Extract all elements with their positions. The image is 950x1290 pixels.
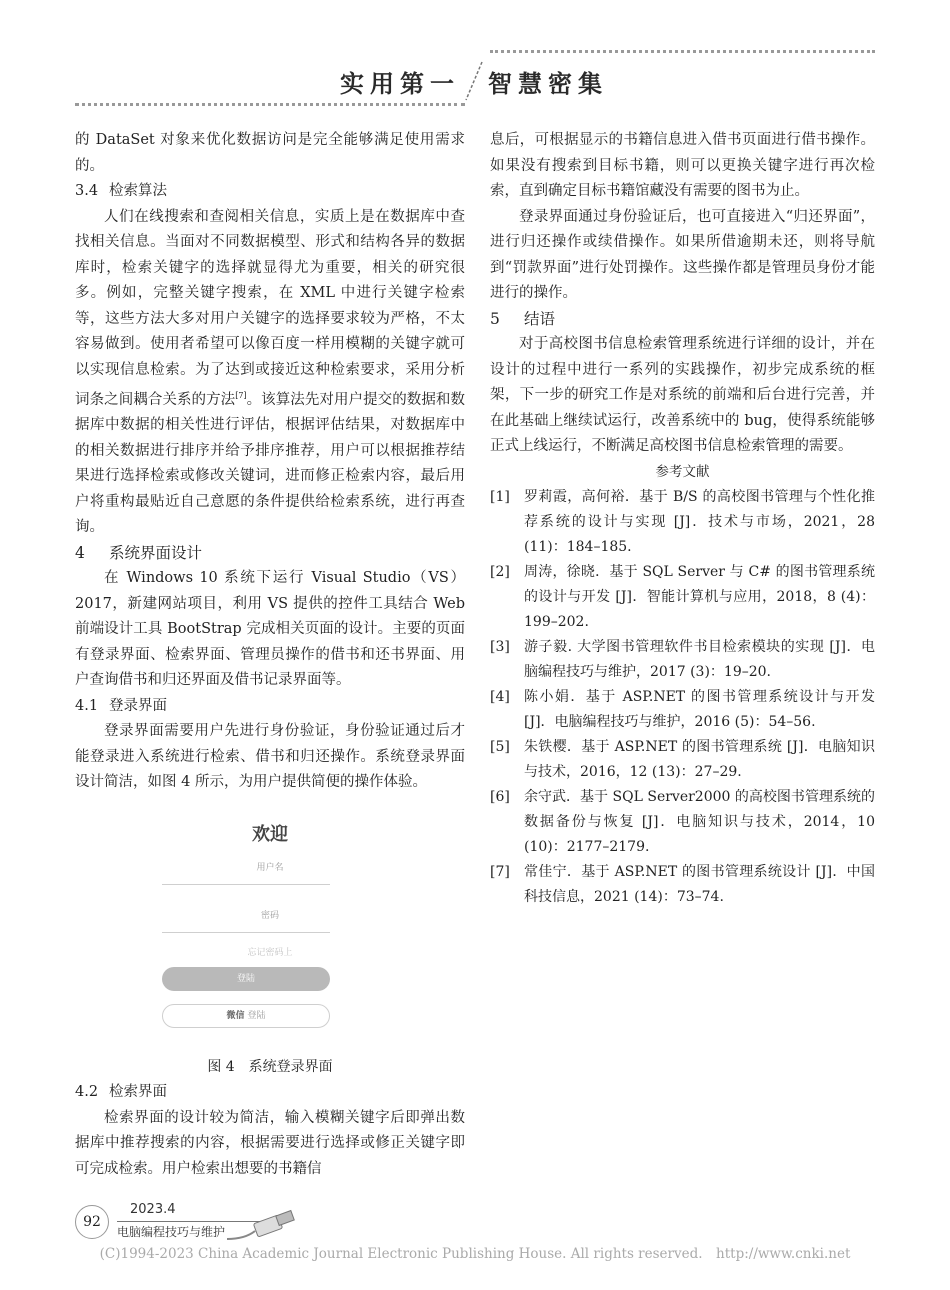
page-number: 92 — [75, 1205, 109, 1239]
figure-remember-label: 忘记密码上 — [247, 947, 293, 958]
journal-name: 电脑编程技巧与维护 — [117, 1221, 277, 1240]
header-left-text: 实用第一 — [340, 70, 460, 98]
right-column — [490, 128, 875, 910]
figure-caption: 图 4 系统登录界面 — [207, 1058, 333, 1075]
reference-item — [490, 685, 875, 735]
references-title: 参考文献 — [655, 463, 710, 480]
section-number: 3.4 — [75, 183, 99, 199]
reference-item — [490, 485, 875, 560]
section-3-4-heading — [75, 179, 465, 205]
section-4-2-paragraph: 检索界面的设计较为简洁，输入模糊关键字后即弹出数据库中推荐搜索的内容，根据需要进行选择或修正关键字即可完成检索。用户检索出想要的书籍信 — [75, 1109, 465, 1177]
section-4-paragraph: 在 Windows 10 系统下运行 Visual Studio（VS）2017，新建网站项目，利用 VS 提供的控件工具结合 Web 前端设计工具 BootStrap 完成相关页面的设计。主要的页面有登录界面、检索界面、管理员操作的借书和还书界面、用户查询借书和归还界面及借书记录界面等。 — [75, 570, 465, 689]
figure-login-button: 登陆 — [162, 967, 330, 991]
reference-item — [490, 785, 875, 860]
wechat-login-label: 登陆 — [247, 1010, 266, 1021]
running-header — [0, 60, 950, 100]
section-number: 4.2 — [75, 1084, 99, 1101]
reference-item — [490, 560, 875, 635]
reference-text: 罗莉霞，高何裕．基于 B/S 的高校图书管理与个性化推荐系统的设计与实现 [J]．技术与市场，2021，28 (11)：184–185. — [524, 489, 875, 555]
reference-text: 周涛，徐晓．基于 SQL Server 与 C# 的图书管理系统的设计与开发 [J]．智能计算机与应用，2018，8 (4)：199–202. — [524, 564, 875, 630]
reference-text: 游子毅. 大学图书管理软件书目检索模块的实现 [J]．电脑编程技巧与维护，2017 (3)：19–20. — [524, 639, 875, 680]
reference-number: [7] — [490, 864, 510, 880]
header-slash-icon — [462, 60, 486, 102]
figure-wechat-login-button — [162, 1004, 330, 1028]
journal-issue: 2023.4 — [130, 1202, 176, 1217]
section-title: 结语 — [524, 309, 556, 328]
page-footer — [75, 1202, 335, 1245]
paragraph-text: 人们在线搜索和查阅相关信息，实质上是在数据库中查找相关信息。当面对不同数据模型、形式和结构各异的数据库时，检索关键字的选择就显得尤为重要，相关的研究很多。例如，完整关键字搜索，在 XML 中进行关键字检索等，这些方法大多对用户关键字的选择要求较为严格，不太容易做到。使用者希望可以像百度一样用模糊的关键字就可以实现信息检索。为了达到或接近这种检索要求，采用分析词条之间耦合关系的方法 — [75, 208, 465, 408]
return-paragraph: 登录界面通过身份验证后，也可直接进入“归还界面”，进行归还操作或续借操作。如果所借逾期未还，则将导航到“罚款界面”进行处罚操作。这些操作都是管理员身份才能进行的操作。 — [490, 208, 875, 301]
reference-item — [490, 635, 875, 685]
section-title: 检索算法 — [109, 183, 167, 199]
section-4-1-heading — [75, 694, 465, 720]
reference-text: 余守武．基于 SQL Server2000 的高校图书管理系统的数据备份与恢复 [J]．电脑知识与技术，2014，10 (10)：2177–2179. — [524, 789, 875, 855]
header-dotted-rule-bottom — [75, 103, 465, 106]
section-title: 系统界面设计 — [109, 543, 203, 562]
conclusion-paragraph: 对于高校图书信息检索管理系统进行详细的设计，并在设计的过程中进行一系列的实践操作，初步完成系统的框架，下一步的研究工作是对系统的前端和后台进行完善，并在此基础上继续试运行，改善系统中的 bug，使得系统能够正式上线运行，不断满足高校图书信息检索管理的需要。 — [490, 336, 875, 454]
header-right-text: 智慧密集 — [488, 70, 608, 98]
login-figure — [75, 816, 465, 1051]
figure-username-label: 用户名 — [256, 862, 284, 873]
section-4-2-heading — [75, 1080, 465, 1106]
section-3-4-paragraph — [75, 205, 465, 541]
left-column — [75, 128, 465, 1182]
reference-number: [5] — [490, 739, 510, 755]
reference-number: [2] — [490, 564, 510, 580]
section-number: 4 — [75, 543, 85, 562]
reference-number: [6] — [490, 789, 510, 805]
section-number: 4.1 — [75, 697, 99, 714]
header-dotted-rule-top — [490, 50, 875, 53]
figure-username-underline — [162, 884, 330, 885]
section-title: 检索界面 — [109, 1084, 167, 1101]
reference-item — [490, 860, 875, 910]
citation-marker: [7] — [235, 391, 247, 400]
continued-paragraph: 息后，可根据显示的书籍信息进入借书页面进行借书操作。如果没有搜索到目标书籍，则可以更换关键字进行再次检索，直到确定目标书籍馆藏没有需要的图书为止。 — [490, 132, 875, 199]
reference-list — [490, 485, 875, 910]
section-title: 登录界面 — [109, 697, 167, 714]
paragraph-text-end: 。该算法先对用户提交的数据和数据库中数据的相关性进行评估，根据评估结果，对数据库中的相关数据进行排序并给予排序推荐，用户可以根据推荐结果进行选择检索或修改关键词，进而修正检索内容，最后用户将重构最贴近自己意愿的条件提供给检索系统，进行再查询。 — [75, 391, 466, 536]
section-number: 5 — [490, 309, 500, 328]
reference-text: 陈小娟．基于 ASP.NET 的图书管理系统设计与开发 [J]．电脑编程技巧与维护，2016 (5)：54–56. — [524, 689, 875, 730]
wechat-label: 微信 — [226, 1010, 245, 1021]
reference-item — [490, 735, 875, 785]
section-4-1-paragraph: 登录界面需要用户先进行身份验证，身份验证通过后才能登录进入系统进行检索、借书和归还操作。系统登录界面设计简洁，如图 4 所示，为用户提供简便的操作体验。 — [75, 723, 465, 791]
figure-welcome-title: 欢迎 — [252, 823, 288, 845]
usb-cable-icon — [225, 1209, 305, 1245]
copyright-notice: (C)1994-2023 China Academic Journal Electronic Publishing House. All rights reserved. http://www.cnki.net — [99, 1246, 851, 1262]
intro-paragraph: 的 DataSet 对象来优化数据访问是完全能够满足使用需求的。 — [75, 132, 465, 174]
reference-text: 常佳宁．基于 ASP.NET 的图书管理系统设计 [J]．中国科技信息，2021 (14)：73–74. — [524, 864, 875, 905]
reference-text: 朱铁樱．基于 ASP.NET 的图书管理系统 [J]．电脑知识与技术，2016，12 (13)：27–29. — [524, 739, 875, 780]
figure-password-underline — [162, 932, 330, 933]
figure-password-label: 密码 — [260, 910, 279, 921]
section-4-heading — [75, 541, 465, 567]
reference-number: [3] — [490, 639, 510, 655]
reference-number: [1] — [490, 489, 510, 505]
reference-number: [4] — [490, 689, 510, 705]
section-5-heading — [490, 307, 875, 333]
